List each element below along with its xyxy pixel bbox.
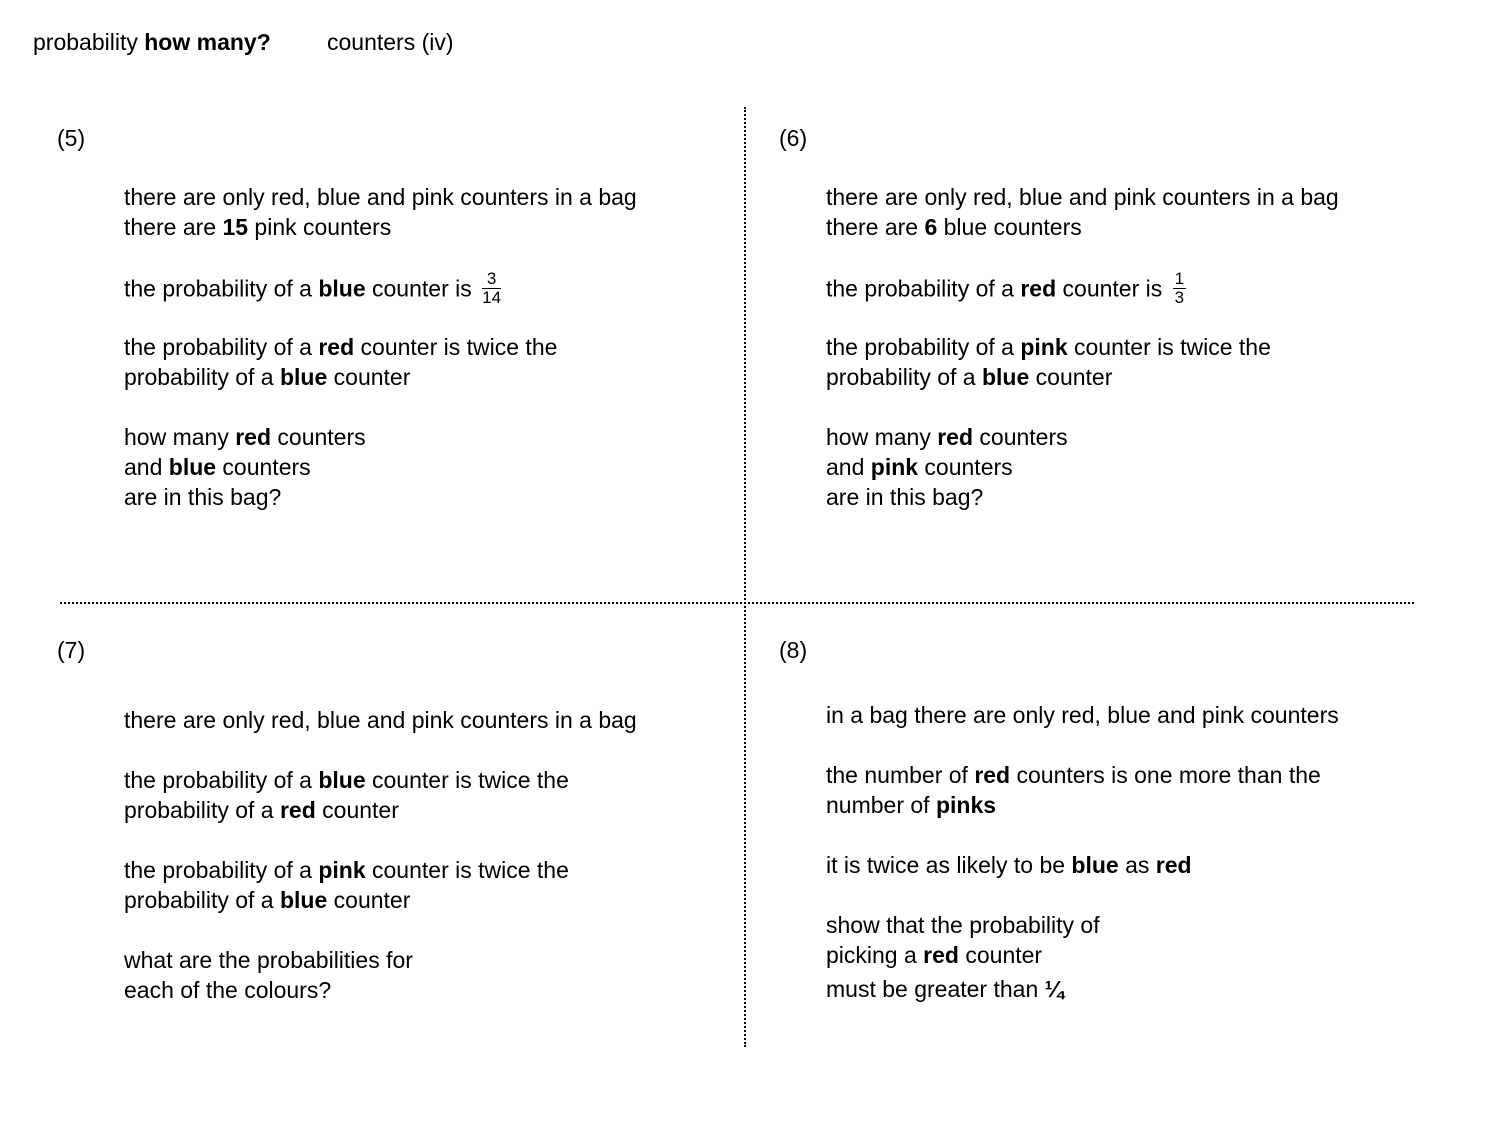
question-line	[826, 362, 1112, 392]
text-segment: and	[124, 454, 169, 480]
text-segment: the probability of a	[124, 275, 319, 302]
question-line	[124, 269, 502, 309]
question-number: (6)	[779, 125, 808, 151]
text-segment: counters	[973, 424, 1068, 450]
text-segment: counter	[958, 942, 1043, 968]
emphasis-text: blue	[168, 454, 217, 480]
text-segment: there are	[826, 214, 925, 240]
text-segment: counter is twice the	[365, 857, 569, 883]
emphasis-text: pink	[870, 454, 919, 480]
question-line	[124, 482, 281, 512]
question-line	[826, 760, 1321, 790]
question-line	[826, 332, 1271, 362]
question-line	[826, 482, 983, 512]
fraction-numerator: 1	[1174, 269, 1185, 288]
text-segment: the probability of a	[826, 334, 1021, 360]
text-segment: probability of a	[124, 364, 280, 390]
question-line	[124, 975, 331, 1005]
emphasis-text: blue	[318, 275, 366, 302]
text-segment: probability of a	[124, 887, 280, 913]
question-line	[124, 332, 557, 362]
text-segment: counter is	[1056, 275, 1169, 302]
emphasis-text: blue	[1071, 852, 1119, 878]
text-segment: in a bag there are only red, blue and pink counters	[826, 702, 1339, 728]
text-segment: are in this bag?	[124, 484, 282, 510]
question-line	[826, 910, 1100, 940]
text-segment: picking a	[826, 942, 924, 968]
text-segment: counter	[327, 887, 411, 913]
text-segment: there are only red, blue and pink counters in a bag	[826, 184, 1339, 210]
text-segment: and	[826, 454, 871, 480]
fraction-denominator: 3	[1174, 288, 1185, 307]
question-line	[826, 974, 1064, 1004]
page-title	[33, 27, 271, 57]
question-line	[826, 940, 1042, 970]
fraction	[1173, 270, 1186, 307]
question-line	[124, 885, 410, 915]
text-segment: pink counters	[248, 214, 392, 240]
text-segment: counters	[918, 454, 1013, 480]
emphasis-text: blue	[318, 767, 366, 793]
text-segment: how many	[826, 424, 938, 450]
question-line	[826, 269, 1186, 309]
text-segment: probability of a	[124, 797, 280, 823]
emphasis-text: pinks	[935, 792, 997, 818]
text-segment: counters	[271, 424, 366, 450]
emphasis-text: red	[279, 797, 316, 823]
emphasis-text: red	[923, 942, 959, 968]
question-line	[124, 212, 391, 242]
question-line	[124, 362, 410, 392]
question-line	[124, 182, 637, 212]
emphasis-text: blue	[279, 887, 328, 913]
emphasis-text: red	[318, 334, 355, 360]
question-number: (8)	[779, 637, 808, 663]
question-line	[826, 212, 1082, 242]
emphasis-text: red	[235, 424, 272, 450]
emphasis-text: 15	[222, 214, 249, 240]
text-segment: as	[1118, 852, 1156, 878]
emphasis-text: red	[937, 424, 974, 450]
text-segment: there are	[124, 214, 223, 240]
text-segment: counter	[315, 797, 399, 823]
question-line	[826, 700, 1339, 730]
text-segment: how many	[124, 424, 236, 450]
question-line	[124, 945, 413, 975]
horizontal-divider	[60, 602, 1414, 604]
text-segment: blue counters	[937, 214, 1082, 240]
text-segment: there are only red, blue and pink counters in a bag	[124, 707, 637, 733]
text-segment: the probability of a	[124, 857, 319, 883]
text-segment: must be greater than	[826, 976, 1045, 1002]
text-segment: the probability of a	[124, 767, 319, 793]
emphasis-text: pink	[1020, 334, 1068, 360]
fraction-numerator: 3	[482, 270, 501, 289]
question-line	[826, 422, 1068, 452]
text-segment: what are the probabilities for	[124, 947, 413, 973]
text-segment: counter is twice the	[1067, 334, 1271, 360]
text-segment: counter	[1029, 364, 1113, 390]
text-segment: probability of a	[826, 364, 982, 390]
text-segment: counters is one more than the	[1010, 762, 1321, 788]
question-line	[826, 182, 1339, 212]
text-segment: counter is twice the	[354, 334, 558, 360]
emphasis-text: ¼	[1044, 976, 1064, 1002]
question-line	[124, 422, 366, 452]
question-line	[124, 855, 569, 885]
emphasis-text: blue	[279, 364, 328, 390]
text-segment: counters	[216, 454, 311, 480]
text-segment: there are only red, blue and pink counters in a bag	[124, 184, 637, 210]
fraction	[482, 270, 501, 307]
question-line	[826, 452, 1013, 482]
emphasis-text: red	[974, 762, 1011, 788]
emphasis-text: blue	[981, 364, 1030, 390]
title-bold: how many?	[144, 29, 271, 55]
title-prefix: probability	[33, 29, 145, 55]
fraction-denominator: 14	[482, 288, 502, 307]
question-line	[826, 790, 996, 820]
text-segment: are in this bag?	[826, 484, 984, 510]
text-segment: counter	[327, 364, 411, 390]
question-line	[124, 705, 637, 735]
text-segment: number of	[826, 792, 936, 818]
question-line	[124, 765, 569, 795]
text-segment: counter is	[365, 275, 479, 302]
text-segment: the number of	[826, 762, 975, 788]
question-line	[826, 850, 1192, 880]
text-segment: the probability of a	[124, 334, 319, 360]
text-segment: it is twice as likely to be	[826, 852, 1072, 878]
text-segment: counter is twice the	[365, 767, 569, 793]
question-number: (5)	[57, 125, 86, 151]
emphasis-text: red	[1155, 852, 1192, 878]
emphasis-text: 6	[924, 214, 938, 240]
question-line	[124, 452, 311, 482]
text-segment: show that the probability of	[826, 912, 1100, 938]
question-number: (7)	[57, 637, 86, 663]
page-subtitle: counters (iv)	[327, 29, 454, 55]
question-line	[124, 795, 399, 825]
vertical-divider	[744, 107, 746, 1047]
emphasis-text: pink	[318, 857, 366, 883]
emphasis-text: red	[1020, 275, 1057, 302]
text-segment: each of the colours?	[124, 977, 332, 1003]
text-segment: the probability of a	[826, 275, 1021, 302]
